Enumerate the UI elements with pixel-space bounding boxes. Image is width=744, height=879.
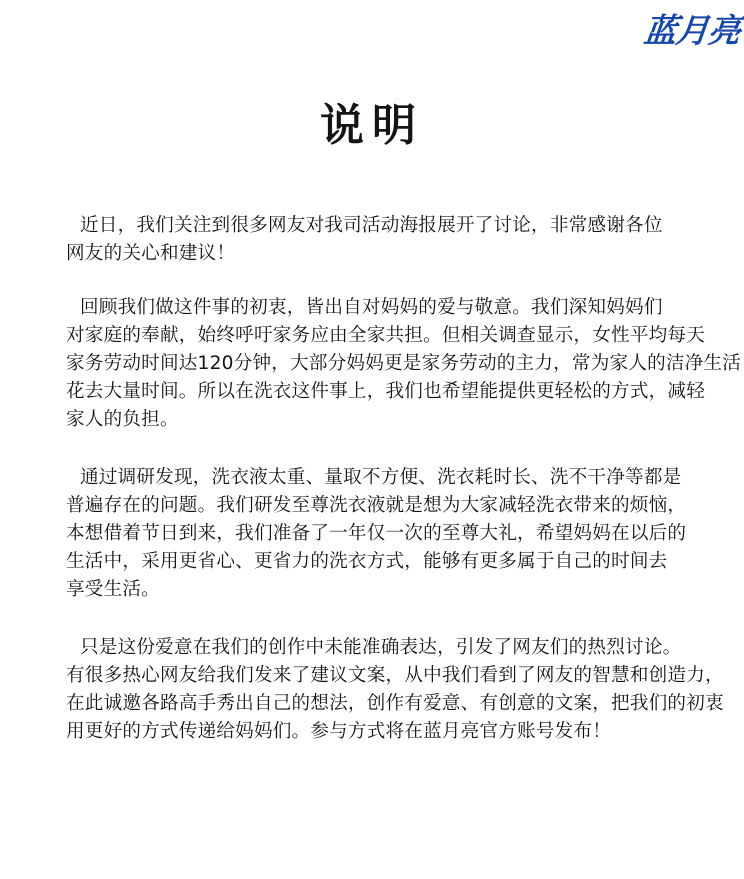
paragraph-line: 近日，我们关注到很多网友对我司活动海报展开了讨论，非常感谢各位: [80, 215, 663, 236]
paragraph-line: 本想借着节日到来，我们准备了一年仅一次的至尊大礼，希望妈妈在以后的: [66, 523, 687, 544]
paragraph-4: [66, 634, 734, 746]
paragraph-1: [66, 212, 734, 268]
paragraph-line: 网友的关心和建议！: [66, 243, 236, 264]
statement-body: [66, 212, 742, 746]
paragraph-line: 有很多热心网友给我们发来了建议文案，从中我们看到了网友的智慧和创造力，: [66, 665, 724, 686]
paragraph-line: 对家庭的奉献，始终呼吁家务应由全家共担。但相关调查显示，女性平均每天: [66, 325, 705, 346]
paragraph-2: [66, 294, 742, 434]
paragraph-line: 只是这份爱意在我们的创作中未能准确表达，引发了网友们的热烈讨论。: [80, 637, 682, 658]
paragraph-line: 普遍存在的问题。我们研发至尊洗衣液就是想为大家减轻洗衣带来的烦恼，: [66, 495, 687, 516]
paragraph-line: 在此诚邀各路高手秀出自己的想法，创作有爱意、有创意的文案，把我们的初衷: [66, 693, 724, 714]
brand-logo: 蓝月亮: [641, 11, 743, 50]
paragraph-line: 家人的负担。: [66, 409, 179, 430]
paragraph-3: [66, 464, 734, 604]
page-title: 说明: [320, 100, 424, 151]
paragraph-line: 生活中，采用更省心、更省力的洗衣方式，能够有更多属于自己的时间去: [66, 551, 668, 572]
paragraph-line: 回顾我们做这件事的初衷，皆出自对妈妈的爱与敬意。我们深知妈妈们: [80, 297, 663, 318]
paragraph-line: 家务劳动时间达120分钟，大部分妈妈更是家务劳动的主力，常为家人的洁净生活: [66, 353, 742, 374]
paragraph-line: 享受生活。: [66, 579, 160, 600]
paragraph-line: 通过调研发现，洗衣液太重、量取不方便、洗衣耗时长、洗不干净等都是: [80, 467, 682, 488]
paragraph-line: 用更好的方式传递给妈妈们。参与方式将在蓝月亮官方账号发布！: [66, 721, 612, 742]
paragraph-line: 花去大量时间。所以在洗衣这件事上，我们也希望能提供更轻松的方式，减轻: [66, 381, 705, 402]
